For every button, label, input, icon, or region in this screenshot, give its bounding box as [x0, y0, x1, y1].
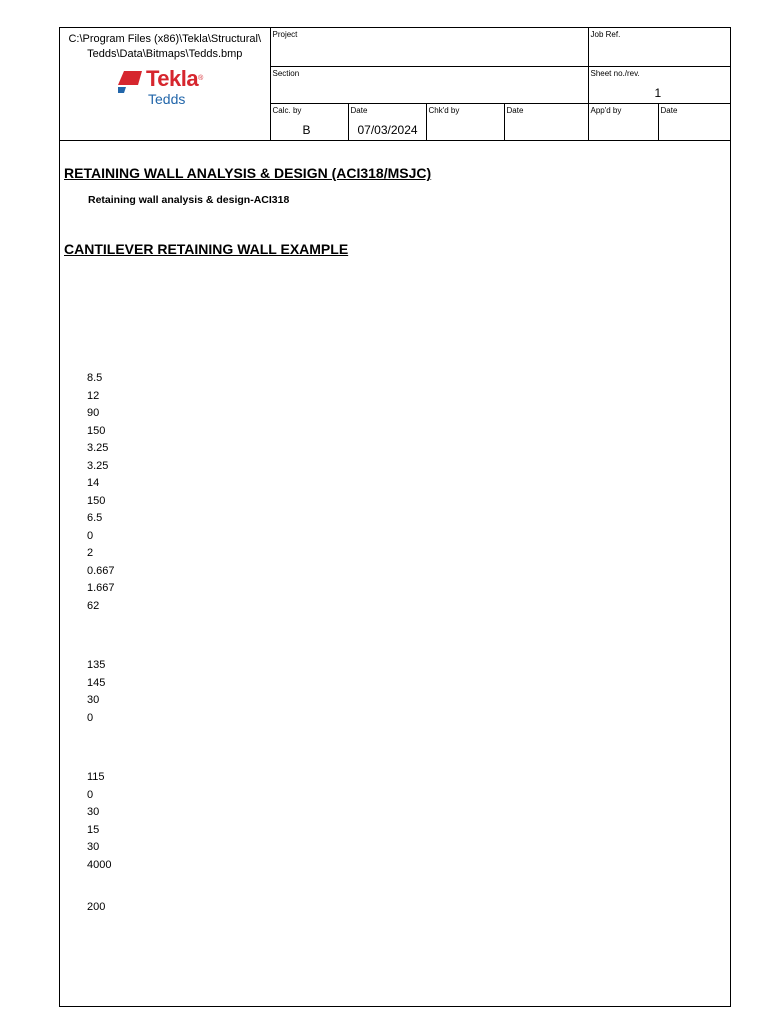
value-item: 2 [87, 547, 94, 559]
sheet-value: 1 [654, 85, 662, 100]
chkd-by-label: Chk'd by [428, 105, 460, 115]
value-item: 115 [87, 771, 105, 783]
date-cell [348, 103, 426, 140]
project-cell [270, 28, 588, 66]
value-item: 150 [87, 494, 106, 507]
value-item: 1.667 [87, 582, 115, 594]
value-item: 30 [87, 806, 100, 818]
sheet-label: Sheet no./rev. [590, 68, 640, 78]
appd-date-label: Date [660, 105, 678, 115]
chkd-by-cell [426, 103, 504, 140]
file-path-line2: Tedds\Data\Bitmaps\Tedds.bmp [87, 48, 243, 60]
date-value: 07/03/2024 [357, 122, 418, 137]
value-item: 6.5 [87, 512, 103, 524]
value-item: 0 [87, 788, 94, 801]
sheet-cell [588, 66, 730, 103]
value-item: 3.25 [87, 459, 109, 472]
value-item: 4000 [87, 858, 112, 871]
value-item: 12 [87, 389, 100, 402]
calc-by-cell [270, 103, 348, 140]
value-item: 145 [87, 676, 106, 689]
job-ref-cell [588, 28, 730, 66]
date-label: Date [350, 105, 368, 115]
value-item: 8.5 [87, 372, 103, 384]
value-item: 30 [87, 841, 100, 853]
document-title: RETAINING WALL ANALYSIS & DESIGN (ACI318/MSJC) [64, 165, 432, 181]
example-title: CANTILEVER RETAINING WALL EXAMPLE [64, 241, 349, 257]
value-item: 0 [87, 711, 94, 724]
job-ref-label: Job Ref. [590, 30, 621, 39]
tekla-tedds-logo: Tekla® Tedds [116, 67, 236, 109]
value-item: 30 [87, 694, 100, 706]
value-item: 90 [87, 407, 100, 419]
value-item: 200 [87, 901, 106, 913]
value-item: 135 [87, 659, 106, 671]
value-item: 0 [87, 529, 94, 542]
file-path-cell [60, 28, 270, 140]
title-block [60, 28, 730, 141]
project-label: Project [272, 30, 298, 39]
chkd-date-label: Date [506, 105, 524, 115]
tekla-mark-icon [116, 69, 144, 93]
appd-by-label: App'd by [590, 105, 622, 115]
logo-product: Tedds [148, 91, 186, 107]
calc-by-label: Calc. by [272, 105, 302, 115]
section-cell [270, 66, 588, 103]
appd-by-cell [588, 103, 658, 140]
value-item: 62 [87, 599, 100, 612]
section-label: Section [272, 68, 300, 78]
calc-by-value: B [302, 122, 311, 137]
logo-brand: Tekla [146, 66, 199, 91]
document-subtitle: Retaining wall analysis & design-ACI318 [88, 194, 290, 206]
chkd-date-cell [504, 103, 588, 140]
value-item: 150 [87, 424, 106, 437]
value-item: 15 [87, 823, 100, 836]
value-item: 3.25 [87, 442, 109, 454]
value-item: 0.667 [87, 564, 115, 577]
calc-sheet [59, 27, 731, 1007]
value-item: 14 [87, 477, 100, 489]
file-path-line1: C:\Program Files (x86)\Tekla\Structural\ [68, 33, 262, 45]
appd-date-cell [658, 103, 730, 140]
